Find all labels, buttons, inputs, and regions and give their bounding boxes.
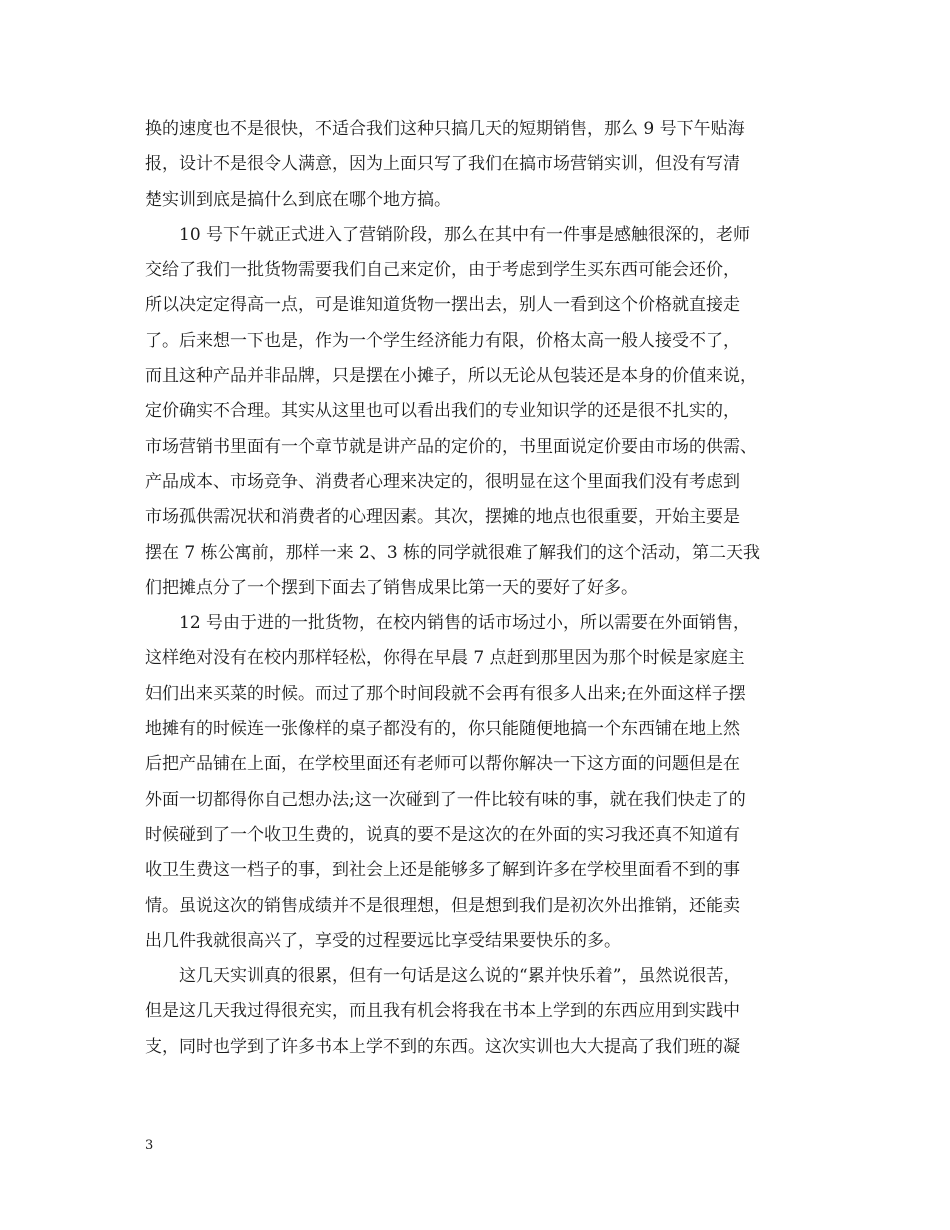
page-number: 3 [145, 1138, 154, 1153]
text-line: 市场营销书里面有一个章节就是讲产品的定价的，书里面说定价要由市场的供需、 [145, 436, 757, 457]
text-line: 出几件我就很高兴了，享受的过程要远比享受结果要快乐的多。 [145, 930, 621, 951]
text-line: 这几天实训真的很累，但有一句话是这么说的“累并快乐着”，虽然说很苦， [179, 966, 741, 987]
text-line: 这样绝对没有在校内那样轻松，你得在早晨 7 点赶到那里因为那个时候是家庭主 [145, 648, 745, 669]
text-line: 市场孤供需况状和消费者的心理因素。其次，摆摊的地点也很重要，开始主要是 [145, 507, 740, 528]
text-line: 地摊有的时候连一张像样的桌子都没有的，你只能随便地搞一个东西铺在地上然 [145, 719, 740, 740]
text-line: 12 号由于进的一批货物，在校内销售的话市场过小，所以需要在外面销售， [179, 613, 751, 634]
text-line: 楚实训到底是搞什么到底在哪个地方搞。 [145, 189, 451, 210]
text-line: 摆在 7 栋公寓前，那样一来 2、3 栋的同学就很难了解我们的这个活动，第二天我 [145, 542, 761, 563]
text-line: 了。后来想一下也是，作为一个学生经济能力有限，价格太高一般人接受不了， [145, 330, 740, 351]
text-line: 后把产品铺在上面，在学校里面还有老师可以帮你解决一下这方面的问题但是在 [145, 754, 740, 775]
text-line: 而且这种产品并非品牌，只是摆在小摊子，所以无论从包装还是本身的价值来说， [145, 366, 757, 387]
text-line: 外面一切都得你自己想办法;这一次碰到了一件比较有味的事，就在我们快走了的 [145, 789, 746, 810]
text-line: 产品成本、市场竞争、消费者心理来决定的，很明显在这个里面我们没有考虑到 [145, 471, 740, 492]
text-line: 支，同时也学到了许多书本上学不到的东西。这次实训也大大提高了我们班的凝 [145, 1036, 740, 1057]
text-line: 们把摊点分了一个摆到下面去了销售成果比第一天的要好了好多。 [145, 577, 638, 598]
text-line: 时候碰到了一个收卫生费的，说真的要不是这次的在外面的实习我还真不知道有 [145, 824, 740, 845]
text-line: 收卫生费这一档子的事，到社会上还是能够多了解到许多在学校里面看不到的事 [145, 860, 740, 881]
text-line: 但是这几天我过得很充实，而且我有机会将我在书本上学到的东西应用到实践中 [145, 1001, 740, 1022]
text-line: 情。虽说这次的销售成绩并不是很理想，但是想到我们是初次外出推销，还能卖 [145, 895, 740, 916]
text-line: 定价确实不合理。其实从这里也可以看出我们的专业知识学的还是很不扎实的， [145, 401, 740, 422]
text-line: 10 号下午就正式进入了营销阶段，那么在其中有一件事是感触很深的，老师 [179, 224, 751, 245]
text-line: 妇们出来买菜的时候。而过了那个时间段就不会再有很多人出来;在外面这样子摆 [145, 683, 746, 704]
text-line: 报，设计不是很令人满意，因为上面只写了我们在搞市场营销实训，但没有写清 [145, 154, 740, 175]
text-line: 所以决定定得高一点，可是谁知道货物一摆出去，别人一看到这个价格就直接走 [145, 295, 740, 316]
text-line: 交给了我们一批货物需要我们自己来定价，由于考虑到学生买东西可能会还价， [145, 260, 740, 281]
document-body [145, 112, 810, 1065]
text-line: 换的速度也不是很快，不适合我们这种只搞几天的短期销售，那么 9 号下午贴海 [145, 119, 745, 139]
